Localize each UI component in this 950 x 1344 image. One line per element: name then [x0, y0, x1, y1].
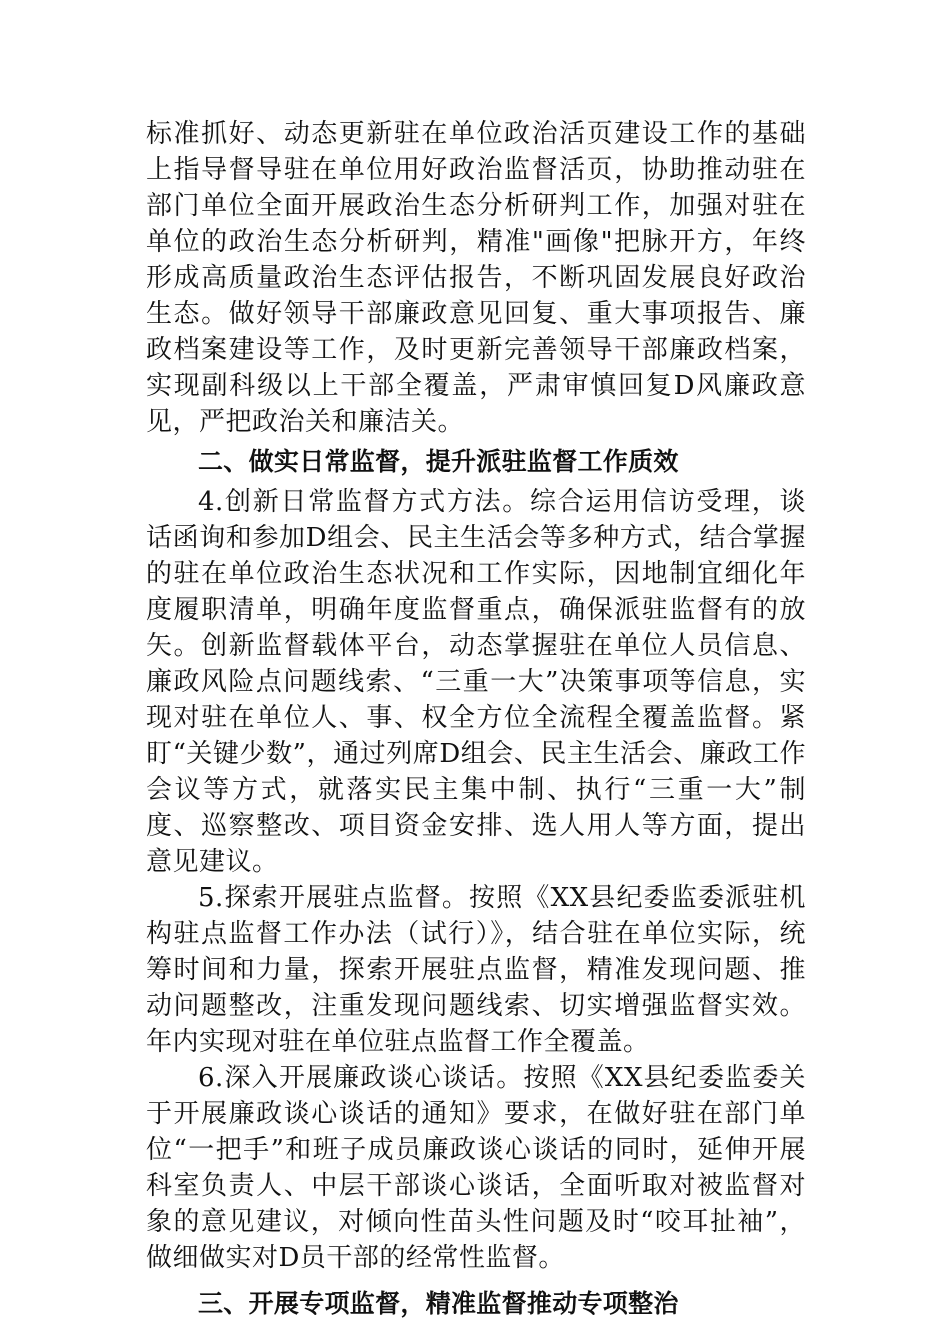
paragraph-item-6: 6.深入开展廉政谈心谈话。按照《XX县纪委监委关于开展廉政谈心谈话的通知》要求，在做好驻在部门单位“一把手”和班子成员廉政谈心谈话的同时，延伸开展科室负责人、中层干部谈心谈话，全面听取对被监督对象的意见建议，对倾向性苗头性问题及时“咬耳扯袖”，做细做实对D员干部的经常性监督。 [146, 1063, 806, 1273]
paragraph-item-5: 5.探索开展驻点监督。按照《XX县纪委监委派驻机构驻点监督工作办法（试行）》，结合驻在单位实际，统筹时间和力量，探索开展驻点监督，精准发现问题、推动问题整改，注重发现问题线索、切实增强监督实效。年内实现对驻在单位驻点监督工作全覆盖。 [146, 883, 806, 1057]
paragraph-political-ecology: 标准抓好、动态更新驻在单位政治活页建设工作的基础上指导督导驻在单位用好政治监督活页，协助推动驻在部门单位全面开展政治生态分析研判工作，加强对驻在单位的政治生态分析研判，精准"画像"把脉开方，年终形成高质量政治生态评估报告，不断巩固发展良好政治生态。做好领导干部廉政意见回复、重大事项报告、廉政档案建设等工作，及时更新完善领导干部廉政档案，实现副科级以上干部全覆盖，严肃审慎回复D风廉政意见，严把政治关和廉洁关。 [146, 119, 806, 437]
document-body [146, 116, 806, 1326]
section-heading-3: 三、开展专项监督，精准监督推动专项整治 [198, 1289, 679, 1318]
section-heading-2: 二、做实日常监督，提升派驻监督工作质效 [198, 447, 679, 476]
paragraph-item-4: 4.创新日常监督方式方法。综合运用信访受理，谈话函询和参加D组会、民主生活会等多种方式，结合掌握的驻在单位政治生态状况和工作实际，因地制宜细化年度履职清单，明确年度监督重点，确保派驻监督有的放矢。创新监督载体平台，动态掌握驻在单位人员信息、廉政风险点问题线索、“三重一大”决策事项等信息，实现对驻在单位人、事、权全方位全流程全覆盖监督。紧盯“关键少数”，通过列席D组会、民主生活会、廉政工作会议等方式，就落实民主集中制、执行“三重一大”制度、巡察整改、项目资金安排、选人用人等方面，提出意见建议。 [146, 487, 806, 877]
